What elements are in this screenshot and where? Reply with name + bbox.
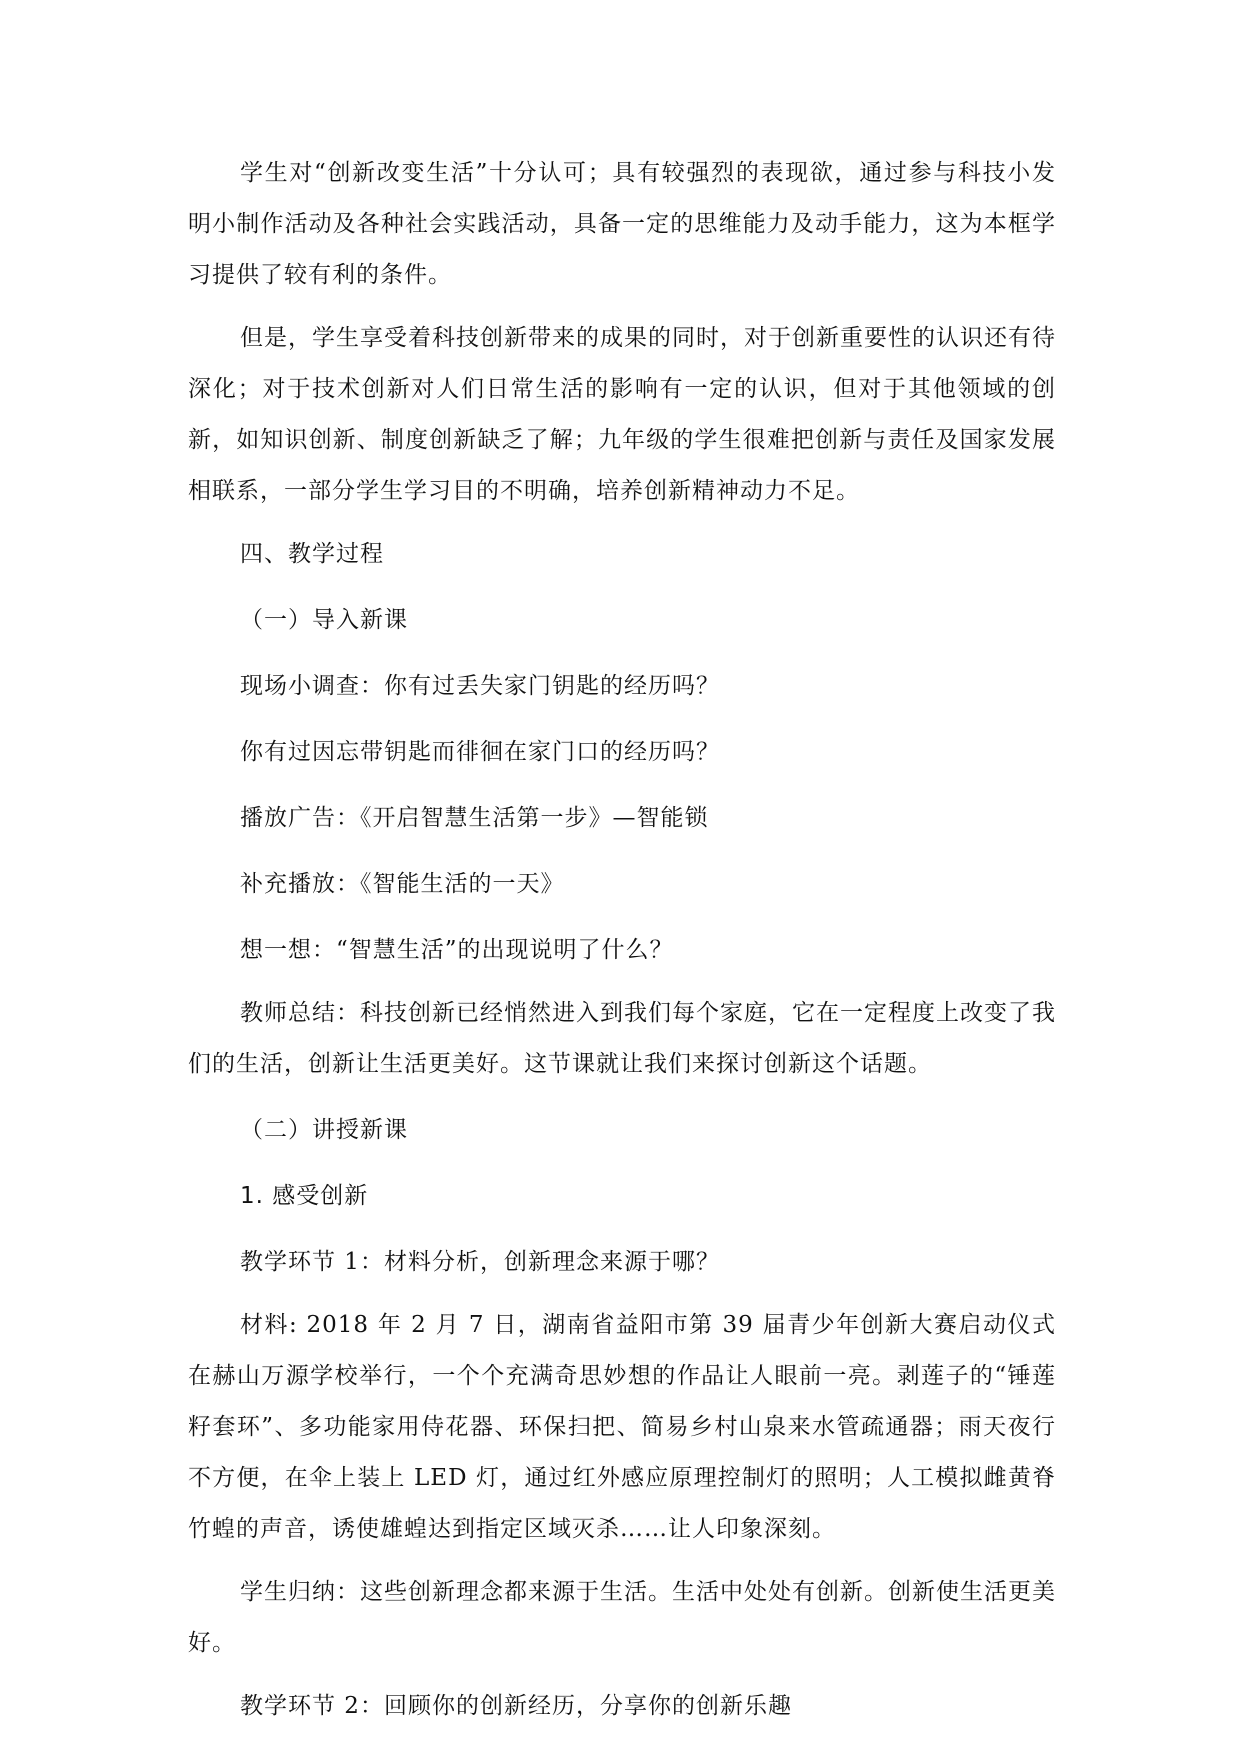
subsection-heading-introduction: （一）导入新课 bbox=[240, 607, 408, 633]
teaching-step-1-heading: 教学环节 1：材料分析，创新理念来源于哪？ bbox=[240, 1249, 720, 1275]
paragraph-supplementary-video: 补充播放：《智能生活的一天》 bbox=[240, 871, 565, 897]
teaching-step-2-heading: 教学环节 2：回顾你的创新经历，分享你的创新乐趣 bbox=[240, 1693, 792, 1719]
section-heading-teaching-process: 四、教学过程 bbox=[240, 541, 384, 567]
paragraph-student-conclusion: 学生归纳：这些创新理念都来源于生活。生活中处处有创新。创新使生活更美好。 bbox=[188, 1579, 1056, 1656]
paragraph-follow-up-question: 你有过因忘带钥匙而徘徊在家门口的经历吗？ bbox=[240, 739, 720, 765]
paragraph-think-question: 想一想：“智慧生活”的出现说明了什么？ bbox=[240, 937, 674, 963]
paragraph-student-analysis: 学生对“创新改变生活”十分认可；具有较强烈的表现欲，通过参与科技小发明小制作活动及各种社会实践活动，具备一定的思维能力及动手能力，这为本框学习提供了较有利的条件。 bbox=[188, 160, 1056, 288]
document-body bbox=[188, 148, 1056, 1732]
topic-heading-feel-innovation: 1. 感受创新 bbox=[240, 1183, 369, 1209]
paragraph-teacher-summary: 教师总结：科技创新已经悄然进入到我们每个家庭，它在一定程度上改变了我们的生活，创新让生活更美好。这节课就让我们来探讨创新这个话题。 bbox=[188, 1000, 1056, 1077]
paragraph-survey-question: 现场小调查：你有过丢失家门钥匙的经历吗？ bbox=[240, 673, 720, 699]
paragraph-play-advert: 播放广告：《开启智慧生活第一步》—智能锁 bbox=[240, 805, 709, 831]
paragraph-material: 材料: 2018 年 2 月 7 日，湖南省益阳市第 39 届青少年创新大赛启动仪式在赫山万源学校举行，一个个充满奇思妙想的作品让人眼前一亮。剥莲子的“锤莲籽套环”、多功能家用侍花器、环保扫把、简易乡村山泉来水管疏通器；雨天夜行不方便，在伞上装上 LED 灯，通过红外感应原理控制灯的照明；人工模拟雌黄脊竹蝗的声音，诱使雄蝗达到指定区域灭杀……让人印象深刻。 bbox=[188, 1312, 1056, 1542]
paragraph-student-shortcomings: 但是，学生享受着科技创新带来的成果的同时，对于创新重要性的认识还有待深化；对于技术创新对人们日常生活的影响有一定的认识，但对于其他领域的创新，如知识创新、制度创新缺乏了解；九年级的学生很难把创新与责任及国家发展相联系，一部分学生学习目的不明确，培养创新精神动力不足。 bbox=[188, 325, 1056, 504]
subsection-heading-new-lesson: （二）讲授新课 bbox=[240, 1117, 408, 1143]
